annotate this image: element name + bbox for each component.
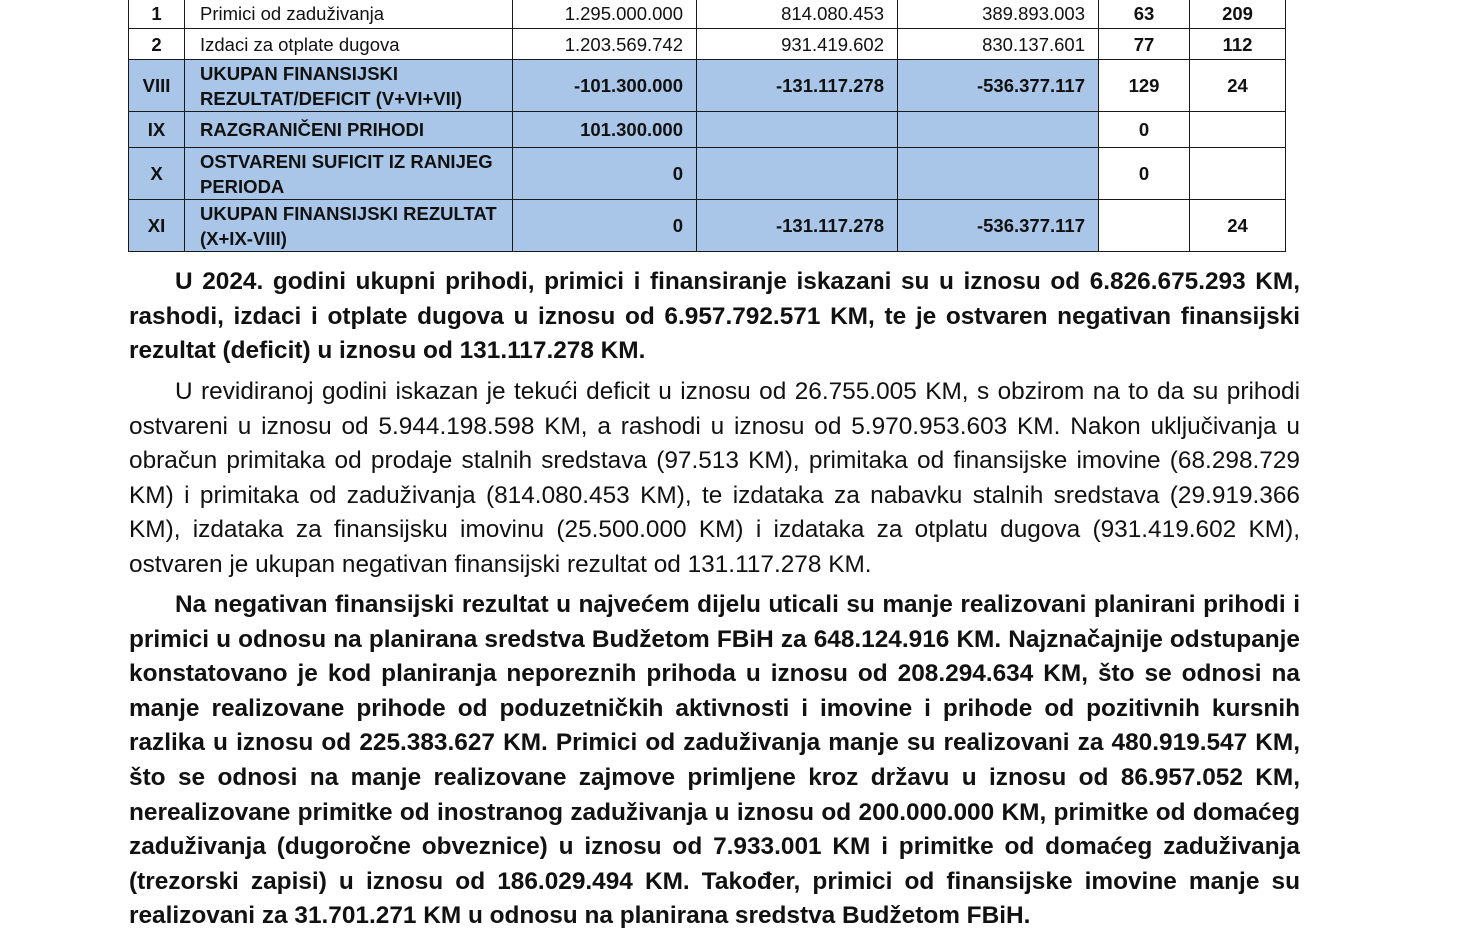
summary-paragraph: U 2024. godini ukupni prihodi, primici i finansiranje iskazani su u iznosu od 6.826.675.293 KM, rashodi, izdaci i otplate dugova u iznosu od 6.957.792.571 KM, te je ostvaren negativan finansijski rezultat (deficit) u iznosu od 131.117.278 KM.: [129, 268, 1300, 365]
deficit-paragraph: U revidiranoj godini iskazan je tekući deficit u iznosu od 26.755.005 KM, s obzirom na to da su prihodi ostvareni u iznosu od 5.944.198.598 KM, a rashodi u iznosu od 5.970.953.603 KM. Nakon uključivanja u obračun primitaka od prodaje stalnih sredstava (97.513 KM), primitaka od finansijske imovine (68.298.729 KM) i primitaka od zaduživanja (814.080.453 KM), te izdataka za nabavku stalnih sredstava (29.919.366 KM), izdataka za finansijsku imovinu (25.500.000 KM) i izdataka za otplatu dugova (931.419.602 KM), ostvaren je ukupan negativan finansijski rezultat od 131.117.278 KM.: [129, 378, 1300, 578]
index-value: 77: [1099, 29, 1190, 60]
realized-value: [697, 112, 898, 148]
row-label: Izdaci za otplate dugova: [185, 29, 513, 60]
row-label: OSTVARENI SUFICIT IZ RANIJEG PERIODA: [185, 148, 513, 200]
table-row: [129, 0, 1286, 29]
prior-year-value: 830.137.601: [898, 29, 1099, 60]
index-value: 24: [1190, 60, 1286, 112]
row-number: 1: [129, 0, 185, 29]
realized-value: 931.419.602: [697, 29, 898, 60]
row-number: 2: [129, 29, 185, 60]
index-value: 129: [1099, 60, 1190, 112]
realized-value: -131.117.278: [697, 60, 898, 112]
planned-value: 1.203.569.742: [513, 29, 697, 60]
index-value: [1190, 148, 1286, 200]
table-row: [129, 29, 1286, 60]
index-value: 0: [1099, 112, 1190, 148]
variance-paragraph: Na negativan finansijski rezultat u najvećem dijelu uticali su manje realizovani planirani prihodi i primici u odnosu na planirana sredstva Budžetom FBiH za 648.124.916 KM. Najznačajnije odstupanje konstatovano je kod planiranja neporeznih prihoda u iznosu od 208.294.634 KM, što se odnosi na manje realizovane prihode od poduzetničkih aktivnosti i imovine i prihode od pozitivnih kursnih razlika u iznosu od 225.383.627 KM. Primici od zaduživanja manje su realizovani za 480.919.547 KM, što se odnosi na manje realizovane zajmove primljene kroz državu u iznosu od 86.957.052 KM, nerealizovane primitke od inostranog zaduživanja u iznosu od 200.000.000 KM, primitke od domaćeg zaduživanja (dugoročne obveznice) u iznosu od 7.933.001 KM i primitke od domaćeg zaduživanja (trezorski zapisi) u iznosu od 186.029.494 KM. Također, primici od finansijske imovine manje su realizovani za 31.701.271 KM u odnosu na planirana sredstva Budžetom FBiH.: [129, 591, 1300, 930]
realized-value: -131.117.278: [697, 200, 898, 252]
index-value: 63: [1099, 0, 1190, 29]
budget-table: [128, 0, 1286, 252]
row-label: UKUPAN FINANSIJSKI REZULTAT (X+IX-VIII): [185, 200, 513, 252]
index-value: 0: [1099, 148, 1190, 200]
prior-year-value: [898, 148, 1099, 200]
index-value: 112: [1190, 29, 1286, 60]
row-label: Primici od zaduživanja: [185, 0, 513, 29]
planned-value: 0: [513, 200, 697, 252]
table-row: [129, 148, 1286, 200]
index-value: [1099, 200, 1190, 252]
table-row: [129, 60, 1286, 112]
planned-value: 1.295.000.000: [513, 0, 697, 29]
row-number: VIII: [129, 60, 185, 112]
row-number: X: [129, 148, 185, 200]
prior-year-value: -536.377.117: [898, 60, 1099, 112]
realized-value: [697, 148, 898, 200]
row-number: IX: [129, 112, 185, 148]
row-label: RAZGRANIČENI PRIHODI: [185, 112, 513, 148]
planned-value: -101.300.000: [513, 60, 697, 112]
table-row: [129, 200, 1286, 252]
prior-year-value: -536.377.117: [898, 200, 1099, 252]
prior-year-value: 389.893.003: [898, 0, 1099, 29]
planned-value: 101.300.000: [513, 112, 697, 148]
row-number: XI: [129, 200, 185, 252]
planned-value: 0: [513, 148, 697, 200]
index-value: 24: [1190, 200, 1286, 252]
realized-value: 814.080.453: [697, 0, 898, 29]
index-value: 209: [1190, 0, 1286, 29]
index-value: [1190, 112, 1286, 148]
table-row: [129, 112, 1286, 148]
prior-year-value: [898, 112, 1099, 148]
row-label: UKUPAN FINANSIJSKI REZULTAT/DEFICIT (V+VI+VII): [185, 60, 513, 112]
